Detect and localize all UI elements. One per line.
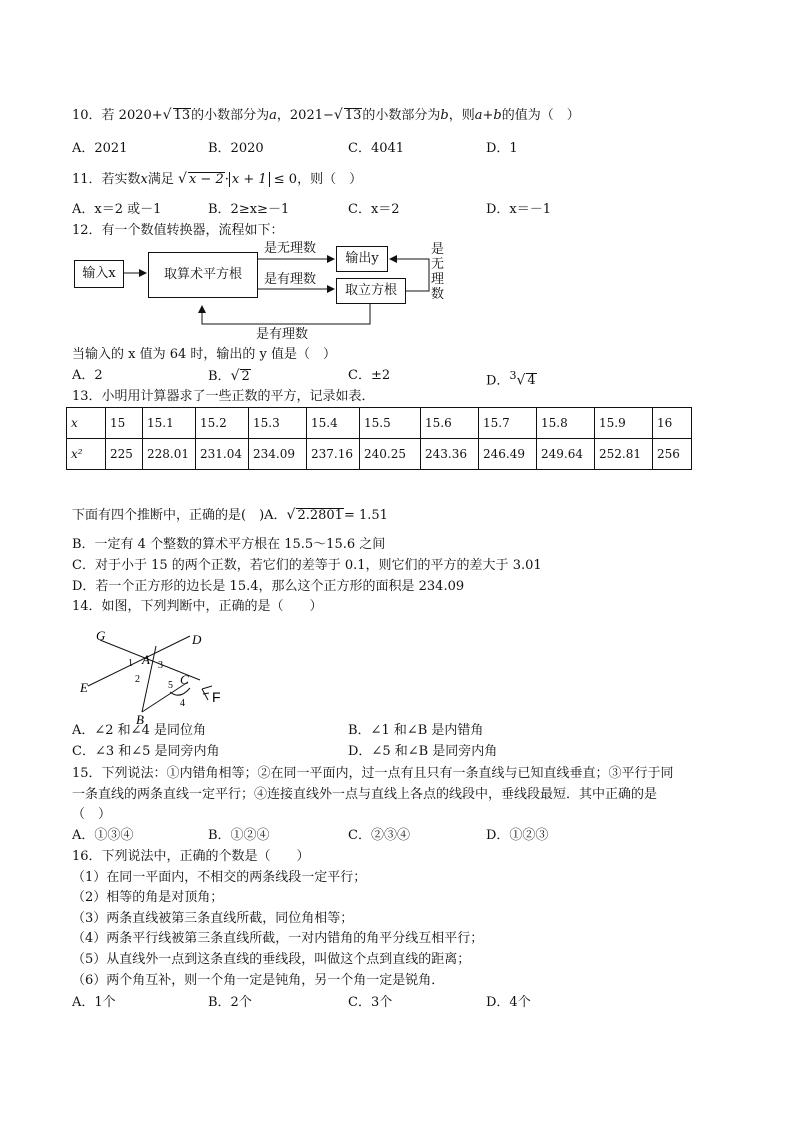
q10-option-c[interactable]: C．4041 <box>348 141 405 156</box>
q10-text: ，则 <box>448 108 475 123</box>
q15-line-3: （ ） <box>72 807 112 822</box>
label-d: D <box>192 632 202 647</box>
q15-line-1: 15．下列说法：①内错角相等；②在同一平面内，过一点有且只有一条直线与已知直线垂直；③平行于同 <box>72 766 674 781</box>
q16-item-4: （4）两条平行线被第三条直线所截，一对内错角的角平分线互相平行； <box>72 931 484 946</box>
table-cell: 249.64 <box>537 439 595 470</box>
table-cell: 231.04 <box>196 439 249 470</box>
q10-option-d[interactable]: D．1 <box>486 141 518 156</box>
q10-var-b: b <box>440 108 449 123</box>
sqrt-symbol: √ <box>333 107 343 123</box>
label-angle-4: 4 <box>180 698 185 709</box>
table-cell: 15.8 <box>537 408 595 439</box>
q11-radicand: x − 2 <box>188 172 224 187</box>
table-cell: 15.3 <box>249 408 307 439</box>
q12-option-c[interactable]: C．±2 <box>348 368 391 383</box>
q11-text: ≤ 0，则（ ） <box>273 172 363 187</box>
flow-sqrt-box: 取算术平方根 <box>148 252 258 298</box>
q10-option-b[interactable]: B．2020 <box>208 141 264 156</box>
q11-option-d[interactable]: D．x＝－1 <box>486 202 552 217</box>
q16-item-5: （5）从直线外一点到这条直线的垂线段，叫做这个点到直线的距离； <box>72 952 471 967</box>
q14-option-a[interactable]: A．∠2 和∠4 是同位角 <box>72 723 206 738</box>
table-cell: 234.09 <box>249 439 307 470</box>
q11-text: 11．若实数 <box>72 172 141 187</box>
table-cell: 15.6 <box>421 408 479 439</box>
q11-var-x: x <box>140 172 148 187</box>
q16-option-d[interactable]: D．4个 <box>486 995 531 1010</box>
q10-expr: a+b <box>474 108 502 123</box>
label-e: E <box>80 680 88 695</box>
label-angle-5: 5 <box>168 680 173 691</box>
table-cell: x <box>67 408 106 439</box>
table-cell: 16 <box>653 408 692 439</box>
table-cell: 15.9 <box>595 408 653 439</box>
table-cell: 252.81 <box>595 439 653 470</box>
q15-option-b[interactable]: B．①②④ <box>208 828 270 843</box>
sqrt-symbol: √ <box>162 107 172 123</box>
q16-option-a[interactable]: A．1个 <box>72 995 116 1010</box>
label-c: C <box>180 672 189 687</box>
q16-item-1: （1）在同一平面内，不相交的两条线段一定平行； <box>72 870 367 885</box>
q14-option-b[interactable]: B．∠1 和∠B 是内错角 <box>348 723 484 738</box>
table-cell: 15.2 <box>196 408 249 439</box>
label-f: F <box>212 689 221 705</box>
table-cell: 225 <box>106 439 143 470</box>
table-cell: 15 <box>106 408 143 439</box>
q14-option-d[interactable]: D．∠5 和∠B 是同旁内角 <box>348 744 498 759</box>
q16-option-b[interactable]: B．2个 <box>208 995 252 1010</box>
flow-label-irrational: 是无理数 <box>264 241 317 256</box>
q11-option-a[interactable]: A．x＝2 或－1 <box>72 202 162 217</box>
flow-output-box: 输出y <box>336 246 388 272</box>
q14-option-c[interactable]: C．∠3 和∠5 是同旁内角 <box>72 744 220 759</box>
flow-label-vertical: 是 无 理 数 <box>431 242 445 302</box>
q12-option-b[interactable]: B．√ 2 <box>208 368 250 384</box>
q10-text: 10．若 2020+ <box>72 108 163 123</box>
label-angle-2: 2 <box>135 674 140 685</box>
sqrt-symbol: √ <box>286 507 296 523</box>
q10-text: 的小数部分为 <box>362 108 441 123</box>
table-cell: 237.16 <box>307 439 360 470</box>
q12-option-d[interactable]: D．$^3$√ 4 <box>486 369 536 389</box>
line-cf <box>202 686 212 700</box>
label-b: B <box>136 712 144 726</box>
q10-option-a[interactable]: A．2021 <box>72 141 128 156</box>
q15-option-c[interactable]: C．②③④ <box>348 828 410 843</box>
table-row <box>67 439 692 470</box>
q11-abs: x + 1 <box>229 172 270 187</box>
q13-question[interactable]: 下面有四个推断中，正确的是( )A．√ 2.2801= 1.51 <box>72 507 388 523</box>
q10-var-a: a <box>269 108 277 123</box>
table-cell: 243.36 <box>421 439 479 470</box>
table-cell: 15.5 <box>360 408 421 439</box>
q13-option-d[interactable]: D．若一个正方形的边长是 15.4，那么这个正方形的面积是 234.09 <box>72 579 465 594</box>
table-cell: 15.7 <box>479 408 537 439</box>
q13-option-b[interactable]: B．一定有 4 个整数的算术平方根在 15.5～15.6 之间 <box>72 537 386 552</box>
q14-stem: 14．如图，下列判断中，正确的是（ ） <box>72 599 323 614</box>
q13-table <box>66 407 692 470</box>
q11-dot: · <box>224 172 229 187</box>
q10-text: 的值为（ ） <box>501 108 580 123</box>
label-angle-3: 3 <box>158 660 163 671</box>
sqrt-symbol: √ <box>178 171 187 187</box>
table-cell: 228.01 <box>143 439 196 470</box>
q11-option-b[interactable]: B．2≥x≥－1 <box>208 202 290 217</box>
q10-text: 的小数部分为 <box>191 108 270 123</box>
q10-radicand-b: 13 <box>344 108 362 123</box>
q10-text: ，2021− <box>276 108 334 123</box>
q12-question: 当输入的 x 值为 64 时，输出的 y 值是（ ） <box>72 347 337 362</box>
table-cell: 256 <box>653 439 692 470</box>
label-g: G <box>96 628 106 643</box>
table-cell: x² <box>67 439 106 470</box>
q13-stem: 13．小明用计算器求了一些正数的平方，记录如表． <box>72 389 375 404</box>
label-angle-1: 1 <box>128 658 133 669</box>
table-cell: 246.49 <box>479 439 537 470</box>
label-a: A <box>142 652 150 667</box>
q16-stem: 16．下列说法中，正确的个数是（ ） <box>72 849 310 864</box>
q11-option-c[interactable]: C．x＝2 <box>348 202 400 217</box>
flow-label-rational-bottom: 是有理数 <box>256 327 309 342</box>
q14-geometry-figure <box>72 626 232 726</box>
q16-item-6: （6）两个角互补，则一个角一定是钝角，另一个角一定是锐角． <box>72 973 445 988</box>
sqrt-symbol: √ <box>230 368 240 384</box>
q12-option-a[interactable]: A．2 <box>72 368 103 383</box>
table-cell: 15.1 <box>143 408 196 439</box>
q15-line-2: 一条直线的两条直线一定平行；④连接直线外一点与直线上各点的线段中，垂线段最短．其中正确的是 <box>72 787 658 802</box>
q16-option-c[interactable]: C．3个 <box>348 995 393 1010</box>
q15-option-d[interactable]: D．①②③ <box>486 828 549 843</box>
table-cell: 240.25 <box>360 439 421 470</box>
flow-input-box: 输入x <box>74 260 124 288</box>
q10-radicand-a: 13 <box>173 108 191 123</box>
q11-text: 满足 <box>147 172 174 187</box>
q16-item-2: （2）相等的角是对顶角； <box>72 890 224 905</box>
cbrt-index: 3 <box>509 369 517 382</box>
sqrt-symbol: √ <box>516 372 526 389</box>
table-cell: 15.4 <box>307 408 360 439</box>
q13-option-c[interactable]: C．对于小于 15 的两个正数，若它们的差等于 0.1，则它们的平方的差大于 3.01 <box>72 558 542 573</box>
q16-item-3: （3）两条直线被第三条直线所截，同位角相等； <box>72 911 354 926</box>
table-row <box>67 408 692 439</box>
flow-cbrt-box: 取立方根 <box>336 278 406 304</box>
q15-option-a[interactable]: A．①③④ <box>72 828 134 843</box>
flow-label-rational: 是有理数 <box>264 272 317 287</box>
q12-stem: 12．有一个数值转换器，流程如下： <box>72 223 284 238</box>
